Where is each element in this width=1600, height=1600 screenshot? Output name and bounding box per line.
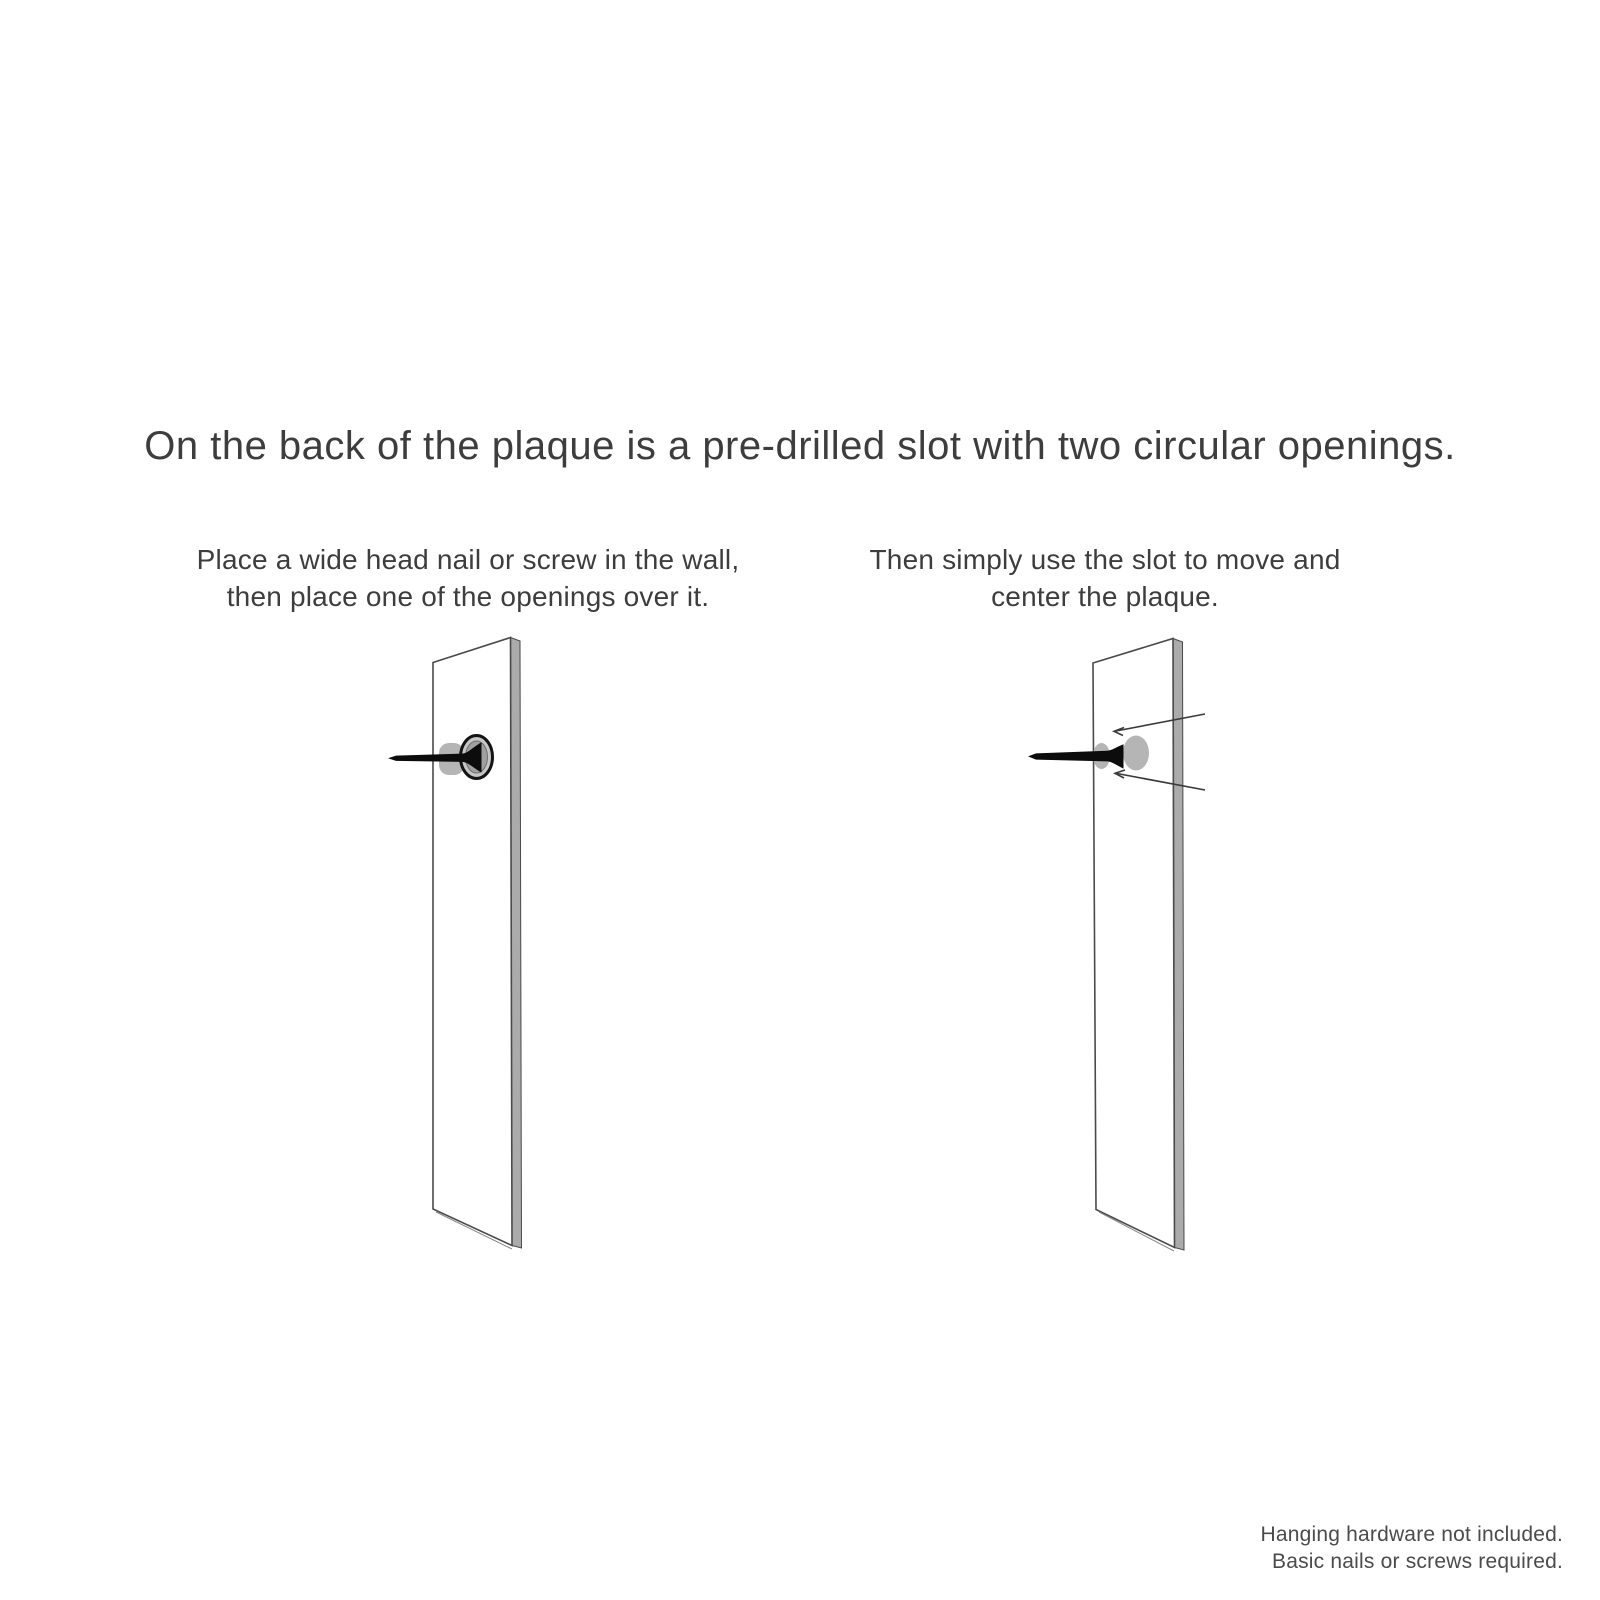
step1-caption-line1: Place a wide head nail or screw in the wall, <box>196 544 740 575</box>
step2-illustration <box>1028 639 1205 1252</box>
page-title: On the back of the plaque is a pre-drilled slot with two circular openings. <box>144 424 1456 468</box>
plaque-front <box>433 638 512 1246</box>
step1-caption-line2: then place one of the openings over it. <box>226 581 710 612</box>
slot-opening-ghost-large <box>1123 736 1149 771</box>
hardware-note <box>1260 1521 1563 1575</box>
plaque-front <box>1093 639 1175 1248</box>
hardware-note-line1: Hanging hardware not included. <box>1260 1523 1563 1546</box>
hardware-note-line2: Basic nails or screws required. <box>1272 1550 1563 1573</box>
step2-caption-line2: center the plaque. <box>991 581 1219 612</box>
step1-illustration <box>388 638 522 1250</box>
step2-caption-line1: Then simply use the slot to move and <box>869 544 1341 575</box>
